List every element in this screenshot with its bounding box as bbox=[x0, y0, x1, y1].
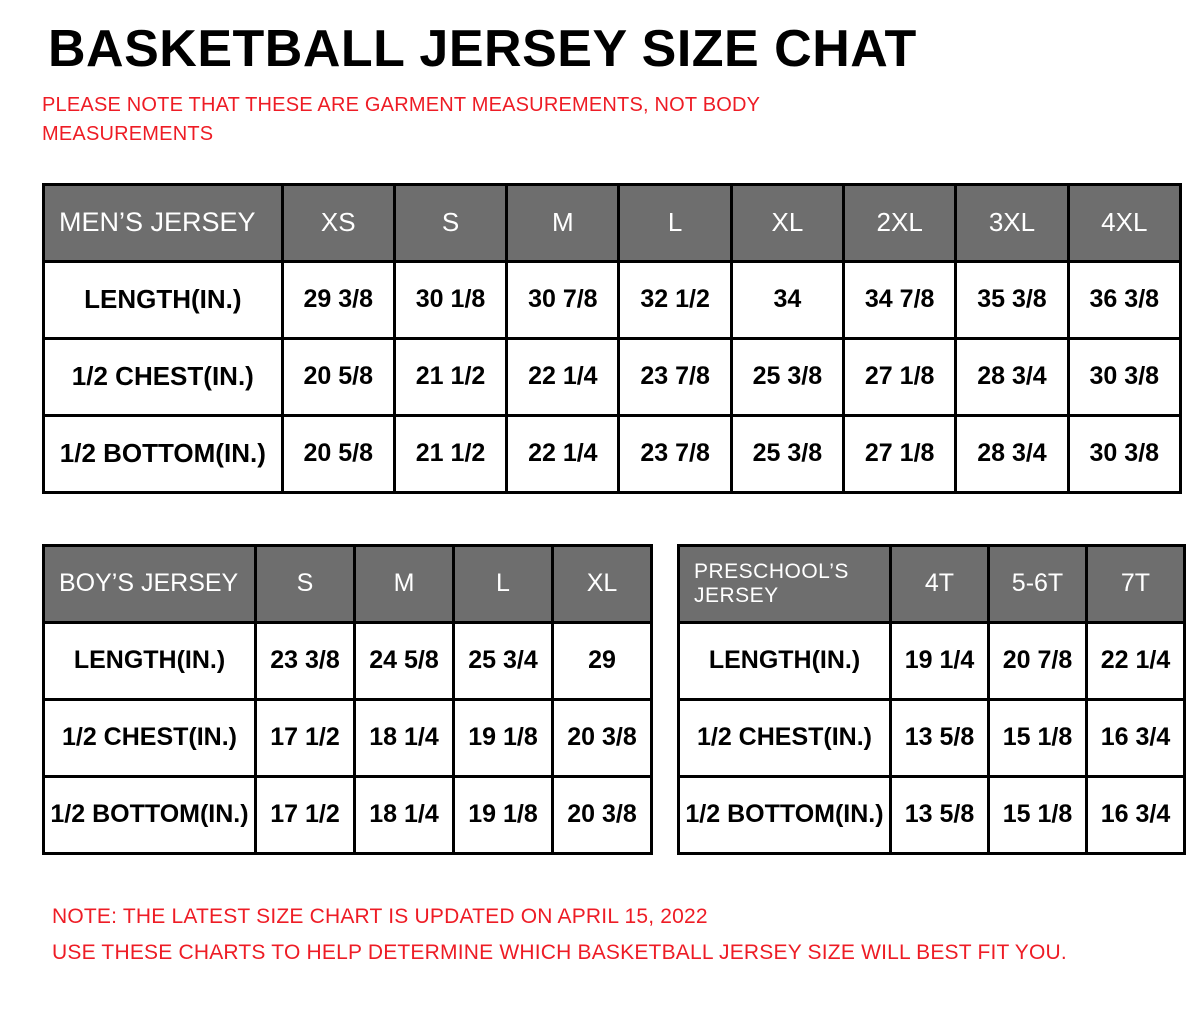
row-label: 1/2 CHEST(IN.) bbox=[679, 699, 891, 776]
table-cell: 18 1/4 bbox=[355, 776, 454, 853]
table-cell: 22 1/4 bbox=[1087, 622, 1185, 699]
preschool-jersey-table bbox=[677, 544, 1186, 855]
table-cell: 34 bbox=[731, 261, 843, 338]
mens-jersey-table-wrapper bbox=[42, 183, 1176, 494]
table-cell: 15 1/8 bbox=[989, 776, 1087, 853]
lower-tables-row bbox=[42, 544, 1176, 855]
table-header-row bbox=[44, 545, 652, 622]
column-header: 4T bbox=[891, 545, 989, 622]
table-cell: 22 1/4 bbox=[507, 415, 619, 492]
table-cell: 35 3/8 bbox=[956, 261, 1068, 338]
table-cell: 27 1/8 bbox=[844, 415, 956, 492]
table-cell: 17 1/2 bbox=[256, 699, 355, 776]
column-header: XL bbox=[553, 545, 652, 622]
column-header: M bbox=[355, 545, 454, 622]
table-cell: 20 5/8 bbox=[282, 415, 394, 492]
table-cell: 25 3/8 bbox=[731, 415, 843, 492]
table-cell: 36 3/8 bbox=[1068, 261, 1180, 338]
table-cell: 17 1/2 bbox=[256, 776, 355, 853]
table-cell: 18 1/4 bbox=[355, 699, 454, 776]
table-header-row bbox=[679, 545, 1185, 622]
table-cell: 20 3/8 bbox=[553, 699, 652, 776]
bottom-note-update: NOTE: THE LATEST SIZE CHART IS UPDATED ON APRIL 15, 2022 bbox=[52, 904, 708, 928]
column-header: 7T bbox=[1087, 545, 1185, 622]
table-cell: 30 7/8 bbox=[507, 261, 619, 338]
page-title: BASKETBALL JERSEY SIZE CHAT bbox=[48, 20, 917, 78]
table-cell: 30 3/8 bbox=[1068, 338, 1180, 415]
table-cell: 30 3/8 bbox=[1068, 415, 1180, 492]
bottom-notes bbox=[52, 899, 1176, 973]
table-cell: 23 7/8 bbox=[619, 415, 731, 492]
mens-jersey-table bbox=[42, 183, 1182, 494]
table-cell: 16 3/4 bbox=[1087, 699, 1185, 776]
column-header: S bbox=[394, 184, 506, 261]
table-cell: 19 1/8 bbox=[454, 699, 553, 776]
table-cell: 15 1/8 bbox=[989, 699, 1087, 776]
column-header: 5-6T bbox=[989, 545, 1087, 622]
column-header: M bbox=[507, 184, 619, 261]
bottom-note-usage: USE THESE CHARTS TO HELP DETERMINE WHICH BASKETBALL JERSEY SIZE WILL BEST FIT YOU. bbox=[52, 941, 1067, 965]
table-cell: 27 1/8 bbox=[844, 338, 956, 415]
row-label: 1/2 BOTTOM(IN.) bbox=[44, 776, 256, 853]
size-chart-page bbox=[0, 22, 1200, 1029]
column-header: 2XL bbox=[844, 184, 956, 261]
table-cell: 20 3/8 bbox=[553, 776, 652, 853]
row-label: LENGTH(IN.) bbox=[44, 622, 256, 699]
table-cell: 32 1/2 bbox=[619, 261, 731, 338]
table-cell: 23 3/8 bbox=[256, 622, 355, 699]
table-row bbox=[679, 622, 1185, 699]
table-row bbox=[44, 699, 652, 776]
row-label: 1/2 BOTTOM(IN.) bbox=[679, 776, 891, 853]
table-row bbox=[44, 338, 1181, 415]
table-cell: 21 1/2 bbox=[394, 415, 506, 492]
table-cell: 23 7/8 bbox=[619, 338, 731, 415]
table-row bbox=[44, 776, 652, 853]
column-header: 4XL bbox=[1068, 184, 1180, 261]
column-header: XL bbox=[731, 184, 843, 261]
column-header: XS bbox=[282, 184, 394, 261]
table-cell: 20 5/8 bbox=[282, 338, 394, 415]
row-label: 1/2 BOTTOM(IN.) bbox=[44, 415, 283, 492]
column-header: L bbox=[454, 545, 553, 622]
table-cell: 13 5/8 bbox=[891, 776, 989, 853]
table-cell: 25 3/8 bbox=[731, 338, 843, 415]
column-header: MEN’S JERSEY bbox=[44, 184, 283, 261]
table-cell: 20 7/8 bbox=[989, 622, 1087, 699]
row-label: LENGTH(IN.) bbox=[679, 622, 891, 699]
column-header: L bbox=[619, 184, 731, 261]
row-label: LENGTH(IN.) bbox=[44, 261, 283, 338]
row-label: 1/2 CHEST(IN.) bbox=[44, 699, 256, 776]
table-cell: 25 3/4 bbox=[454, 622, 553, 699]
table-cell: 29 bbox=[553, 622, 652, 699]
table-cell: 29 3/8 bbox=[282, 261, 394, 338]
table-cell: 21 1/2 bbox=[394, 338, 506, 415]
table-row bbox=[679, 699, 1185, 776]
table-cell: 13 5/8 bbox=[891, 699, 989, 776]
table-cell: 19 1/8 bbox=[454, 776, 553, 853]
table-cell: 24 5/8 bbox=[355, 622, 454, 699]
table-row bbox=[679, 776, 1185, 853]
column-header: 3XL bbox=[956, 184, 1068, 261]
column-header: PRESCHOOL’S JERSEY bbox=[679, 545, 891, 622]
column-header: S bbox=[256, 545, 355, 622]
table-cell: 16 3/4 bbox=[1087, 776, 1185, 853]
top-note: PLEASE NOTE THAT THESE ARE GARMENT MEASUREMENTS, NOT BODY MEASUREMENTS bbox=[42, 93, 760, 145]
table-cell: 30 1/8 bbox=[394, 261, 506, 338]
row-label: 1/2 CHEST(IN.) bbox=[44, 338, 283, 415]
table-cell: 34 7/8 bbox=[844, 261, 956, 338]
table-row bbox=[44, 415, 1181, 492]
table-cell: 22 1/4 bbox=[507, 338, 619, 415]
column-header: BOY’S JERSEY bbox=[44, 545, 256, 622]
table-row bbox=[44, 622, 652, 699]
table-header-row bbox=[44, 184, 1181, 261]
table-row bbox=[44, 261, 1181, 338]
table-cell: 28 3/4 bbox=[956, 415, 1068, 492]
table-cell: 28 3/4 bbox=[956, 338, 1068, 415]
table-cell: 19 1/4 bbox=[891, 622, 989, 699]
boys-jersey-table bbox=[42, 544, 653, 855]
